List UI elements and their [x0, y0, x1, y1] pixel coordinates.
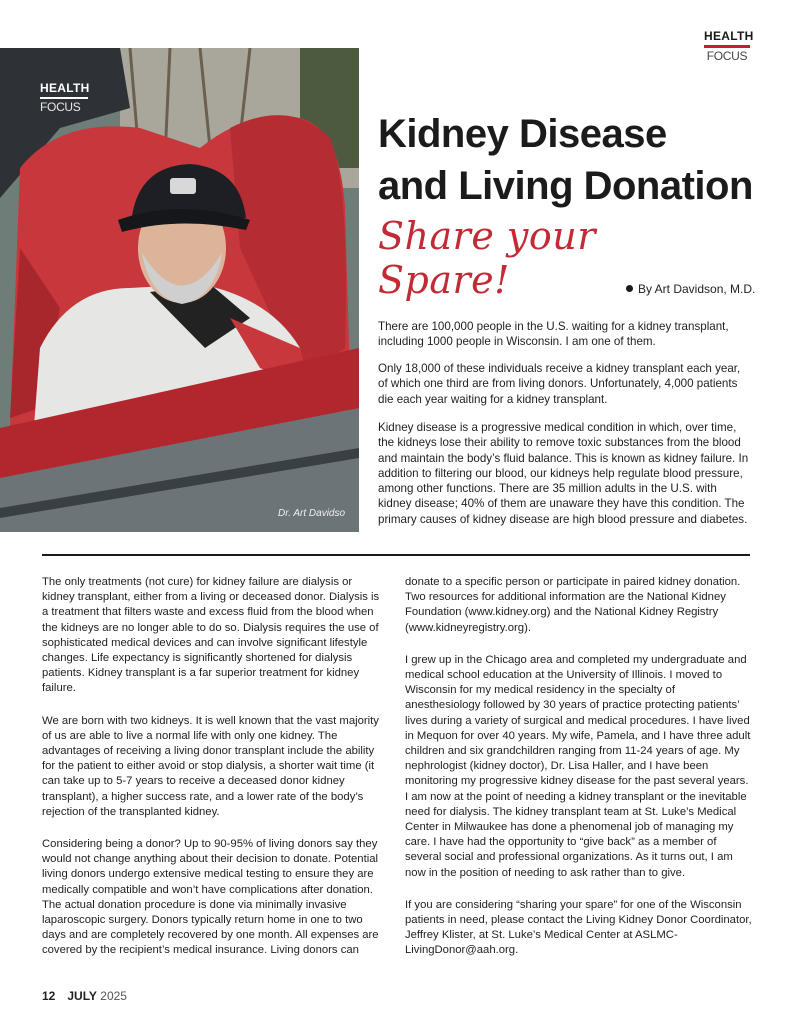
left-column	[42, 575, 387, 976]
article-tagline: Share your Spare!	[378, 214, 596, 302]
section-tag-title: HEALTH	[704, 29, 754, 43]
photo-section-tag-rule	[40, 97, 88, 99]
page-number: 12	[42, 989, 56, 1003]
article-photo	[0, 48, 359, 532]
article-title	[378, 108, 778, 212]
section-divider	[42, 554, 750, 556]
byline-text: By Art Davidson, M.D.	[638, 282, 756, 296]
byline	[626, 282, 755, 296]
right-paragraph-1: donate to a specific person or participate in paired kidney donation. Two resources for additional information are the National Kidney Foundation (www.kidney.org) and the National Kidney Registry (www.kidneyregistry.org).	[405, 576, 741, 634]
section-tag-subtitle: FOCUS	[706, 49, 748, 63]
section-tag-rule	[704, 45, 750, 48]
left-paragraph-2: We are born with two kidneys. It is well known that the vast majority of us are able to live a normal life with only one kidney. The advantages of receiving a living donor transplant include the ability for the patient to either avoid or stop dialysis, a shorter wait time (it can take up to 5-7 years to receive a deceased donor kidney transplant), a higher success rate, and a lower rate of the body’s rejection of the transplanted kidney.	[42, 714, 379, 818]
photo-illustration	[0, 48, 359, 532]
intro-paragraph-3: Kidney disease is a progressive medical condition in which, over time, the kidneys lose their ability to remove toxic substances from the blood and maintain the body’s fluid balance. This is known as kidney failure. In addition to filtering our blood, our kidneys help regulate blood pressure, among other functions. There are 35 million adults in the U.S. with kidney disease; 40% of them are unaware they have this condition. The primary causes of kidney disease are high blood pressure and diabetes.	[378, 421, 749, 526]
photo-section-tag-title: HEALTH	[40, 81, 90, 95]
issue-month: JULY	[67, 989, 97, 1003]
right-paragraph-2: I grew up in the Chicago area and completed my undergraduate and medical school education at the University of Illinois. I moved to Wisconsin for my medical residency in the specialty of anesthesiology followed by 30 years of practice protecting patients’ lives during a variety of surgical and medical procedures. I have lived in Mequon for over 40 years. My wife, Pamela, and I have three adult children and six grandchildren ranging from 11-24 years of age. My nephrologist (kidney doctor), Dr. Lisa Haller, and I have been monitoring my progressive kidney disease for the past several years. I am now at the point of needing a kidney transplant or the inevitable need for dialysis. The kidney transplant team at St. Luke’s Medical Center in Milwaukee has done a phenomenal job of managing my care. I have had the opportunity to “give back” as a member of several social and professional organizations. As it turns out, I am now in the position of needing to ask rather than to give.	[405, 653, 751, 879]
article-title-line-2: and Living Donation	[378, 164, 753, 208]
intro-paragraph-1: There are 100,000 people in the U.S. waiting for a kidney transplant, including 1000 people in Wisconsin. I am one of them.	[378, 320, 729, 349]
issue-year: 2025	[100, 989, 127, 1003]
right-paragraph-3: If you are considering “sharing your spare” for one of the Wisconsin patients in need, please contact the Living Kidney Donor Coordinator, Jeffrey Klister, at St. Luke’s Medical Center at ASLMC-LivingDonor@aah.org.	[405, 898, 752, 957]
left-paragraph-1: The only treatments (not cure) for kidney failure are dialysis or kidney transplant, either from a living or deceased donor. Dialysis is a treatment that filters waste and excess fluid from the blood when the kidneys are no longer able to do so. Dialysis requires the use of sophisticated medical devices and can involve significant lifestyle changes. Life expectancy is significantly shortened for dialysis patients. Kidney transplant is a far superior treatment for kidney failure.	[42, 576, 380, 695]
photo-caption: Dr. Art Davidso	[278, 508, 346, 519]
photo-section-tag-subtitle: FOCUS	[40, 100, 81, 114]
left-paragraph-3: Considering being a donor? Up to 90-95% of living donors say they would not change anything about their decision to donate. Potential living donors undergo extensive medical testing to ensure they are medically compatible and won’t have complications after donation. The actual donation procedure is done via minimally invasive laparoscopic surgery. Donors typically return home in one to two days and are completely recovered by one month. All expenses are covered by the recipient’s medical insurance. Living donors can	[42, 838, 379, 957]
bullet-dot-icon	[626, 285, 633, 292]
section-tag	[704, 29, 754, 63]
right-column	[405, 575, 753, 976]
intro-paragraph-2: Only 18,000 of these individuals receive a kidney transplant each year, of which one third are from living donors. Unfortunately, 4,000 patients die each year waiting for a kidney transplant.	[378, 362, 741, 406]
photo-section-tag	[40, 82, 88, 113]
article-title-line-1: Kidney Disease	[378, 112, 667, 156]
page-footer	[42, 989, 127, 1003]
